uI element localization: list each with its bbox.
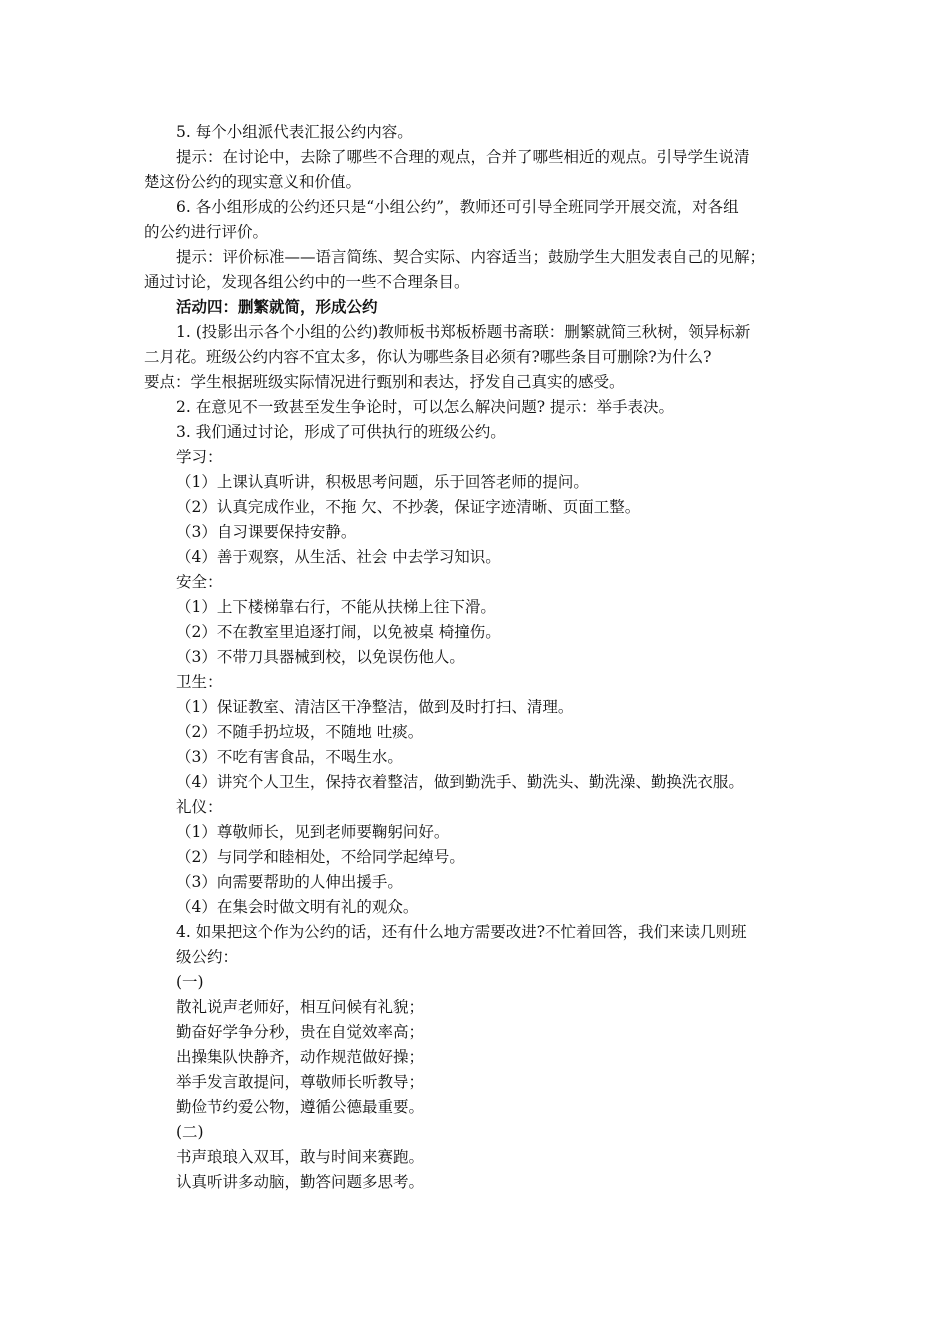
list-item: （2）与同学和睦相处，不给同学起绰号。 (176, 848, 465, 866)
poem-line: 举手发言敢提问，尊敬师长听教导； (176, 1073, 425, 1091)
text-line: 楚这份公约的现实意义和价值。 (144, 173, 362, 191)
text-line: 4. 如果把这个作为公约的话，还有什么地方需要改进?不忙着回答，我们来读几则班 (176, 923, 747, 941)
list-item: （2）不在教室里追逐打闹，以免被桌 椅撞伤。 (176, 623, 501, 641)
category-label: 礼仪： (176, 798, 223, 816)
poem-line: 出操集队快静齐，动作规范做好操； (176, 1048, 425, 1066)
list-item: （2）不随手扔垃圾，不随地 吐痰。 (176, 723, 424, 741)
poem-line: 散礼说声老师好，相互问候有礼貌； (176, 998, 425, 1016)
category-label: 安全： (176, 573, 223, 591)
text-line: 2. 在意见不一致甚至发生争论时，可以怎么解决问题? 提示：举手表决。 (176, 398, 674, 416)
text-line: 提示：在讨论中，去除了哪些不合理的观点，合并了哪些相近的观点。引导学生说清 (176, 148, 750, 166)
text-line: 级公约： (176, 948, 239, 966)
poem-line: 勤奋好学争分秒，贵在自觉效率高； (176, 1023, 425, 1041)
list-item: （4）讲究个人卫生，保持衣着整洁，做到勤洗手、勤洗头、勤洗澡、勤换洗衣服。 (176, 773, 744, 791)
list-item: （3）不带刀具器械到校，以免误伤他人。 (176, 648, 465, 666)
list-item: （3）不吃有害食品，不喝生水。 (176, 748, 403, 766)
list-item: （3）向需要帮助的人伸出援手。 (176, 873, 403, 891)
text-line: 1. (投影出示各个小组的公约)教师板书郑板桥题书斋联：删繁就简三秋树，领异标新 (176, 323, 751, 341)
text-line: 提示：评价标准——语言简练、契合实际、内容适当；鼓励学生大胆发表自己的见解； (176, 248, 766, 266)
text-line: 3. 我们通过讨论，形成了可供执行的班级公约。 (176, 423, 506, 441)
poem-line: 书声琅琅入双耳，敢与时间来赛跑。 (176, 1148, 425, 1166)
category-label: 卫生： (176, 673, 223, 691)
poem-line: 认真听讲多动脑，勤答问题多思考。 (176, 1173, 425, 1191)
text-line: 6. 各小组形成的公约还只是“小组公约”，教师还可引导全班同学开展交流，对各组 (176, 198, 739, 216)
list-item: （1）上课认真听讲，积极思考问题，乐于回答老师的提问。 (176, 473, 589, 491)
list-item: （1）保证教室、清洁区干净整洁，做到及时打扫、清理。 (176, 698, 574, 716)
category-label: 学习： (176, 448, 223, 466)
text-line: 5. 每个小组派代表汇报公约内容。 (176, 123, 413, 141)
text-line: 的公约进行评价。 (144, 223, 269, 241)
list-item: （3）自习课要保持安静。 (176, 523, 357, 541)
list-item: （4）善于观察，从生活、社会 中去学习知识。 (176, 548, 501, 566)
list-item: （1）上下楼梯靠右行，不能从扶梯上往下滑。 (176, 598, 496, 616)
list-item: （1）尊敬师长，见到老师要鞠躬问好。 (176, 823, 450, 841)
section-heading: 活动四：删繁就简，形成公约 (176, 297, 378, 316)
list-item: （2）认真完成作业，不拖 欠、不抄袭，保证字迹清晰、页面工整。 (176, 498, 641, 516)
text-line: 通过讨论，发现各组公约中的一些不合理条目。 (144, 273, 470, 291)
poem-line: 勤俭节约爱公物，遵循公德最重要。 (176, 1098, 425, 1116)
list-item: （4）在集会时做文明有礼的观众。 (176, 898, 419, 916)
poem-heading: (一) (176, 973, 204, 991)
text-line: 二月花。班级公约内容不宜太多，你认为哪些条目必须有?哪些条目可删除?为什么? (144, 348, 712, 366)
text-line: 要点：学生根据班级实际情况进行甄别和表达，抒发自己真实的感受。 (144, 373, 625, 391)
poem-heading: (二) (176, 1123, 204, 1141)
